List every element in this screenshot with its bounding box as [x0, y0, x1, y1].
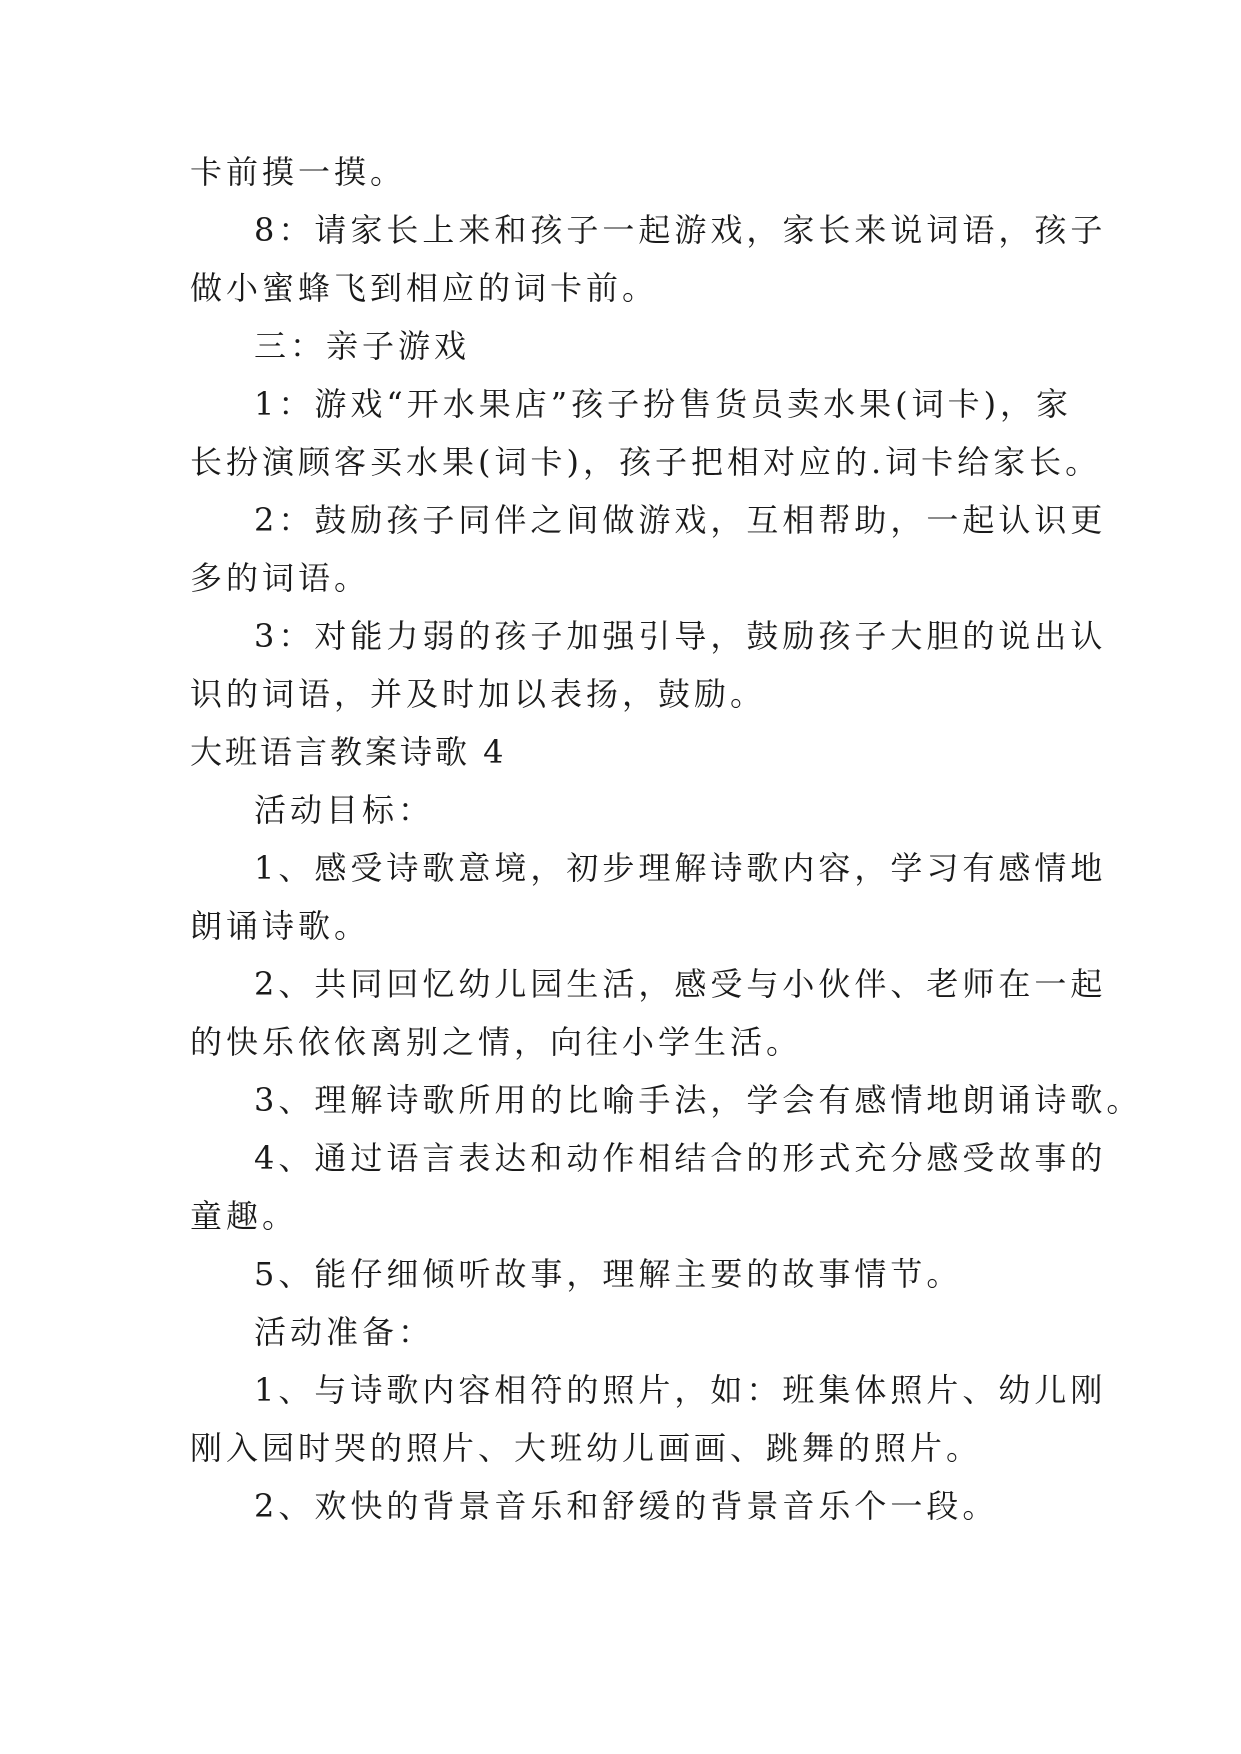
paragraph-line: 识的词语，并及时加以表扬，鼓励。	[190, 675, 767, 713]
paragraph-line: 童趣。	[190, 1197, 299, 1235]
paragraph-line: 2、欢快的背景音乐和舒缓的背景音乐个一段。	[254, 1487, 999, 1525]
paragraph-line: 8：请家长上来和孩子一起游戏，家长来说词语，孩子	[254, 211, 1107, 249]
section-heading: 三：亲子游戏	[254, 327, 471, 365]
paragraph-line: 3：对能力弱的孩子加强引导，鼓励孩子大胆的说出认	[254, 617, 1107, 655]
document-title: 大班语言教案诗歌 4	[190, 733, 507, 771]
paragraph-line: 1、与诗歌内容相符的照片，如：班集体照片、幼儿刚	[254, 1371, 1107, 1409]
paragraph-line: 的快乐依依离别之情，向往小学生活。	[190, 1023, 803, 1061]
paragraph-line: 卡前摸一摸。	[190, 153, 407, 191]
paragraph-line: 4、通过语言表达和动作相结合的形式充分感受故事的	[254, 1139, 1107, 1177]
paragraph-line: 2、共同回忆幼儿园生活，感受与小伙伴、老师在一起	[254, 965, 1107, 1003]
paragraph-line: 5、能仔细倾听故事，理解主要的故事情节。	[254, 1255, 963, 1293]
section-heading: 活动准备：	[254, 1313, 435, 1351]
paragraph-line: 2：鼓励孩子同伴之间做游戏，互相帮助，一起认识更	[254, 501, 1107, 539]
paragraph-line: 长扮演顾客买水果(词卡)，孩子把相对应的.词卡给家长。	[190, 443, 1102, 481]
section-heading: 活动目标：	[254, 791, 435, 829]
paragraph-line: 1：游戏“开水果店”孩子扮售货员卖水果(词卡)，家	[254, 385, 1073, 423]
paragraph-line: 朗诵诗歌。	[190, 907, 371, 945]
paragraph-line: 刚入园时哭的照片、大班幼儿画画、跳舞的照片。	[190, 1429, 983, 1467]
paragraph-line: 1、感受诗歌意境，初步理解诗歌内容，学习有感情地	[254, 849, 1107, 887]
paragraph-line: 做小蜜蜂飞到相应的词卡前。	[190, 269, 659, 307]
paragraph-line: 3、理解诗歌所用的比喻手法，学会有感情地朗诵诗歌。	[254, 1081, 1143, 1119]
paragraph-line: 多的词语。	[190, 559, 371, 597]
